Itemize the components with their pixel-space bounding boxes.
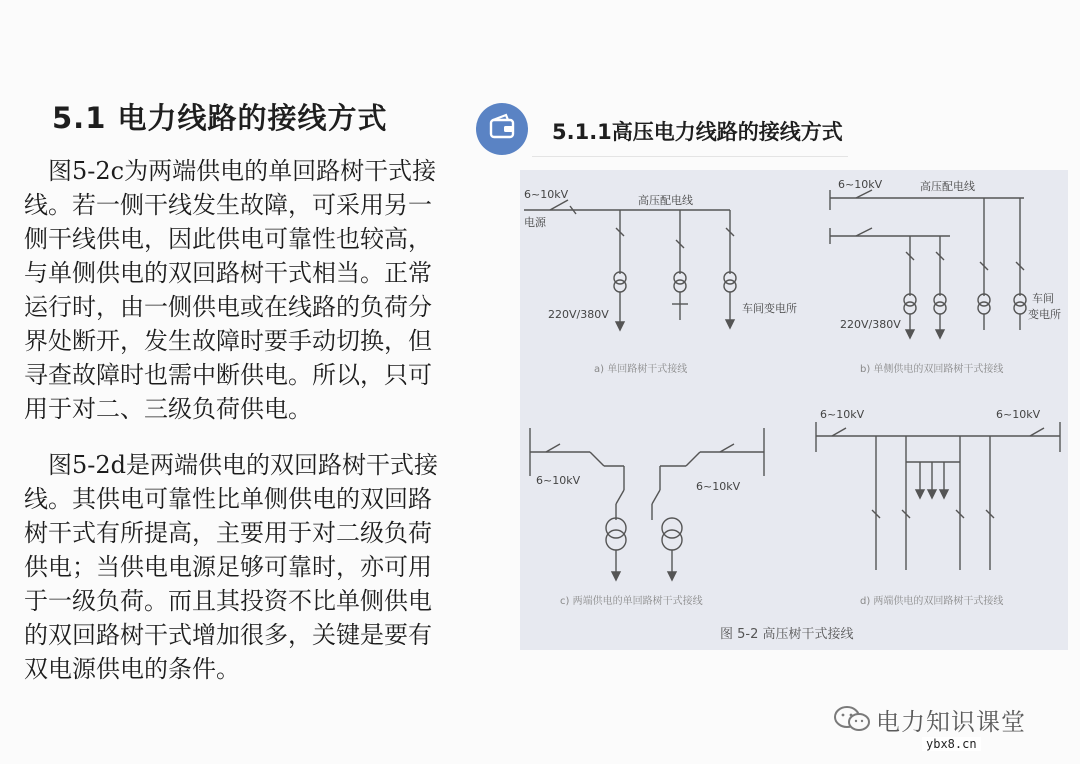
subheading-divider: [532, 156, 848, 157]
panel-a-source-label: 电源: [524, 216, 546, 229]
paragraph-line: 寻查故障时也需中断供电。所以，只可: [24, 361, 432, 389]
figure-caption: 图 5-2 高压树干式接线: [720, 627, 854, 642]
panel-d-caption: d) 两端供电的双回路树干式接线: [860, 596, 1004, 607]
paragraph-line: 线。其供电可靠性比单侧供电的双回路: [24, 485, 432, 513]
panel-a-line-label: 高压配电线: [638, 194, 693, 207]
site-watermark: ybx8.cn: [922, 737, 981, 751]
panel-b-voltage: 6~10kV: [838, 178, 883, 191]
paragraph-line: 线。若一侧干线发生故障，可采用另一: [24, 191, 432, 219]
paragraph-line: 侧干线供电，因此供电可靠性也较高，: [24, 225, 432, 253]
paragraph-line: 图5-2c为两端供电的单回路树干式接: [48, 157, 437, 185]
paragraph-line: 供电；当供电电源足够可靠时，亦可用: [24, 553, 432, 581]
paragraph-line: 界处断开，发生故障时要手动切换，但: [24, 327, 432, 355]
wallet-icon: [476, 103, 528, 155]
wechat-icon: [832, 704, 876, 734]
paragraph-line: 于一级负荷。而且其投资不比单侧供电: [24, 587, 432, 615]
paragraph-line: 与单侧供电的双回路树干式相当。正常: [24, 259, 432, 287]
paragraph-line: 运行时，由一侧供电或在线路的负荷分: [24, 293, 432, 321]
panel-b-caption: b) 单侧供电的双回路树干式接线: [860, 364, 1004, 375]
panel-b-line-label: 高压配电线: [920, 180, 975, 193]
panel-b-load-voltage: 220V/380V: [840, 318, 901, 331]
panel-a-voltage: 6~10kV: [524, 188, 569, 201]
paragraph-line: 树干式有所提高，主要用于对二级负荷: [24, 519, 432, 547]
panel-c-diagram: [530, 428, 764, 607]
panel-d-voltage-left: 6~10kV: [820, 408, 865, 421]
panel-a-substation-label: 车间变电所: [742, 302, 797, 315]
panel-c-voltage-right: 6~10kV: [696, 480, 741, 493]
wiring-diagram: [520, 170, 1068, 650]
panel-a-diagram: [524, 188, 797, 375]
panel-c-caption: c) 两端供电的单回路树干式接线: [560, 596, 703, 607]
panel-b-substation-label-1: 车间: [1032, 292, 1054, 305]
account-branding: [832, 704, 1026, 734]
panel-b-diagram: [830, 178, 1061, 375]
paragraph-line: 的双回路树干式增加很多，关键是要有: [24, 621, 432, 649]
account-name: 电力知识课堂: [876, 707, 1026, 736]
panel-d-diagram: [816, 408, 1060, 607]
paragraph-line: 双电源供电的条件。: [24, 655, 240, 683]
paragraph-1: [24, 154, 486, 426]
paragraph-line: 图5-2d是两端供电的双回路树干式接: [48, 451, 439, 479]
wiring-diagram-figure: [520, 170, 1068, 650]
section-subheading: 5.1.1高压电力线路的接线方式: [552, 120, 843, 144]
slide-title: 5.1 电力线路的接线方式: [52, 101, 388, 135]
panel-a-load-voltage: 220V/380V: [548, 308, 609, 321]
panel-d-voltage-right: 6~10kV: [996, 408, 1041, 421]
panel-c-voltage-left: 6~10kV: [536, 474, 581, 487]
panel-b-substation-label-2: 变电所: [1028, 308, 1061, 321]
paragraph-2: [24, 448, 486, 686]
panel-a-caption: a) 单回路树干式接线: [594, 364, 688, 375]
paragraph-line: 用于对二、三级负荷供电。: [24, 395, 312, 423]
